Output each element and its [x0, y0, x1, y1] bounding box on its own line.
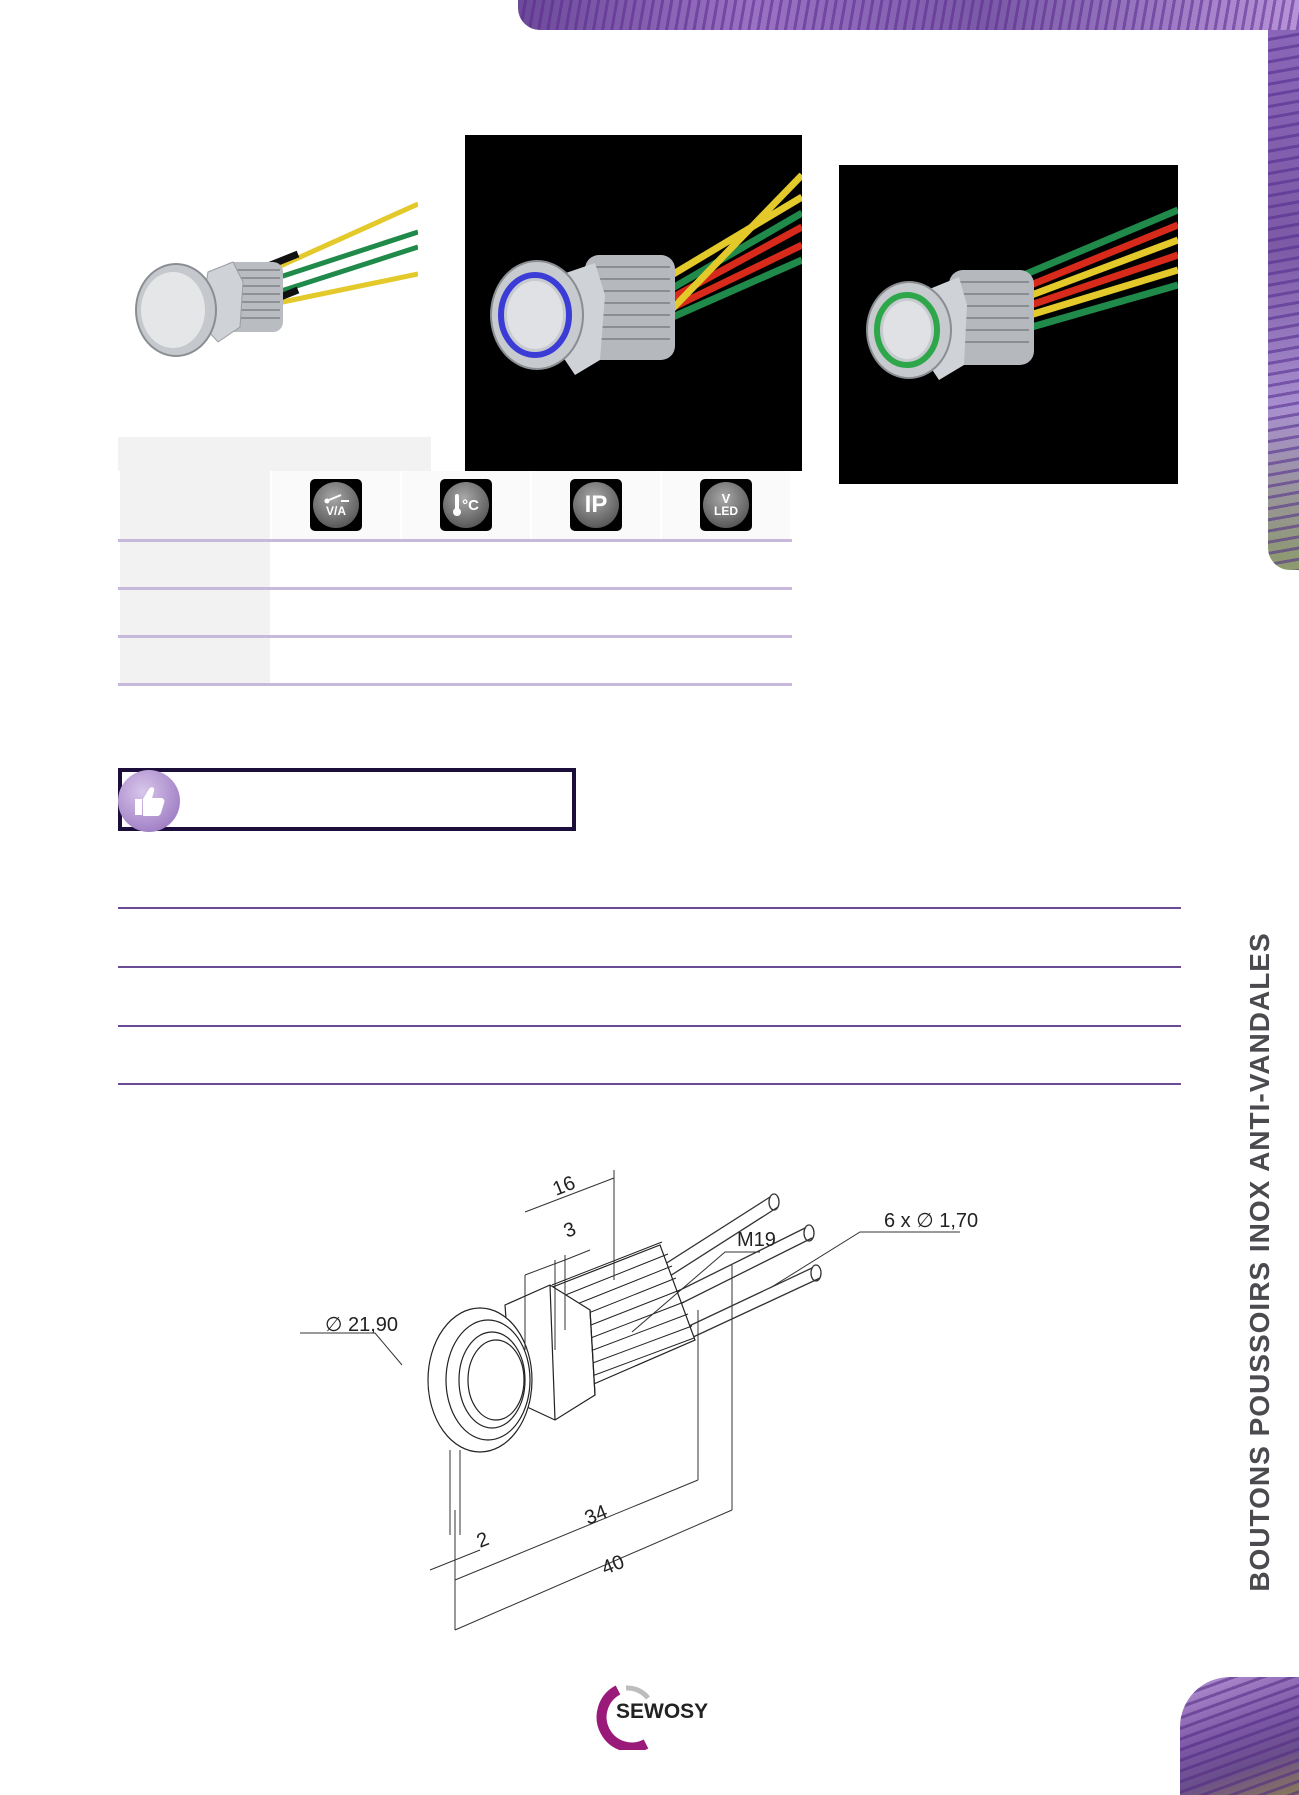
advantage-banner	[118, 768, 576, 831]
spec-table-caption-cell	[118, 437, 431, 471]
section-title-text: BOUTONS POUSSOIRS INOX ANTI-VANDALES	[1244, 932, 1275, 1592]
dim-wires: 6 x ∅ 1,70	[884, 1210, 979, 1232]
product-photo-plain	[128, 192, 418, 400]
switch-rating-label: V/A	[325, 504, 346, 518]
temperature-label: °C	[462, 496, 479, 514]
thumbs-up-icon	[118, 770, 180, 832]
dim-m19: M19	[737, 1229, 776, 1251]
section-rule	[118, 907, 1181, 909]
spec-table-row	[118, 590, 792, 638]
led-voltage-label-bottom: LED	[714, 504, 738, 518]
led-voltage-icon	[700, 479, 752, 531]
section-title	[1240, 874, 1280, 1650]
dim-40: 40	[598, 1550, 628, 1580]
switch-rating-icon	[310, 479, 362, 531]
dim-2: 2	[473, 1528, 493, 1553]
led-voltage-label-top: V	[721, 491, 731, 506]
lavender-corner-band	[1180, 1677, 1299, 1795]
spec-header-blank	[118, 471, 270, 539]
spec-header-switch-rating	[270, 471, 400, 539]
spec-header-ip-rating	[530, 471, 660, 539]
spec-table-header-row	[118, 471, 792, 542]
temperature-icon	[440, 479, 492, 531]
product-photo-blue-ring	[465, 135, 802, 471]
dim-3: 3	[560, 1218, 580, 1243]
lavender-side-band	[1268, 30, 1299, 570]
ip-rating-icon	[570, 479, 622, 531]
lavender-header-band	[518, 0, 1299, 30]
spec-table	[118, 471, 792, 686]
spec-table-row	[118, 542, 792, 590]
spec-header-temperature	[400, 471, 530, 539]
sewosy-logo	[578, 1684, 728, 1750]
ip-rating-label: IP	[584, 491, 608, 518]
technical-drawing	[300, 1150, 1000, 1650]
brand-name: SEWOSY	[616, 1700, 709, 1723]
dim-16: 16	[549, 1171, 579, 1201]
section-rule	[118, 966, 1181, 968]
spec-table-row	[118, 638, 792, 686]
spec-header-led-voltage	[660, 471, 790, 539]
product-photo-green-ring	[839, 165, 1178, 484]
section-rule	[118, 1083, 1181, 1085]
section-rule	[118, 1025, 1181, 1027]
dim-diameter: ∅ 21,90	[325, 1314, 399, 1336]
dim-34: 34	[581, 1500, 611, 1530]
